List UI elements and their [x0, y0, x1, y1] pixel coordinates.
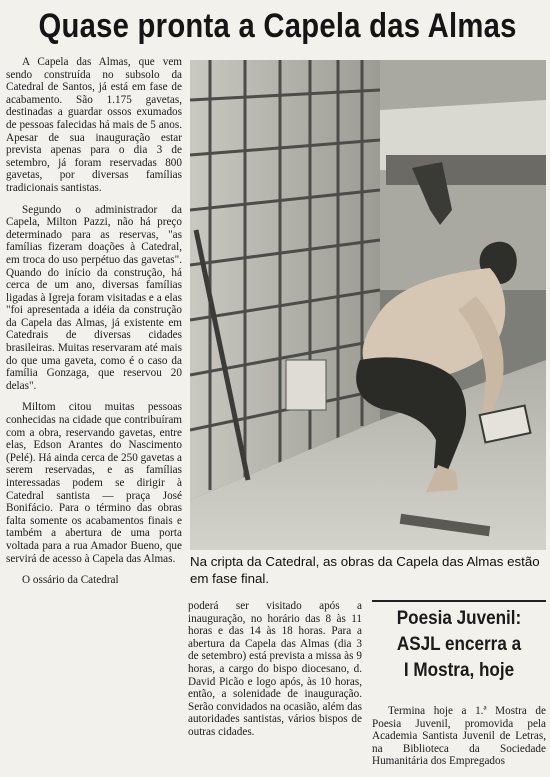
- sidebar-headline-line: Poesia Juvenil:: [396, 608, 522, 629]
- article-headline: Quase pronta a Capela das Almas: [38, 7, 517, 45]
- sidebar-body: [372, 705, 546, 777]
- photo-caption: Na cripta da Catedral, as obras da Capela das Almas estão em fase final.: [190, 554, 540, 586]
- article-paragraph: poderá ser visitado após a inauguração, no horário das 8 às 11 horas e das 14 às 18 horas. Para a abertura da Capela das Almas (dia 3 de setembro) está prevista a missa às 9 horas, a cargo do bispo diocesano, d. David Picão e logo após, às 10 horas, então, a solenidade de inauguração. Serão convidados na ocasião, além das autoridades santistas, vários bispos de outras cidades.: [188, 600, 362, 738]
- sidebar-headline: [381, 606, 538, 684]
- article-paragraph: Miltom citou muitas pessoas conhecidas na cidade que contribuíram com a obra, reservando gavetas, entre elas, Edson Arantes do Nascimento (Pelé). Há ainda cerca de 250 gavetas a serem reservadas, e as famílias interessadas podem se dirigir à Catedral santista — praça José Bonifácio. Para o término das obras falta somente os acabamentos finais e também a abertura de uma porta voltada para a rua Amador Bueno, que servirá de acesso à Capela das Almas.: [6, 401, 182, 565]
- article-paragraph: A Capela das Almas, que vem sendo construída no subsolo da Catedral de Santos, já está em fase de acabamento. São 1.175 gavetas, destinadas a guardar ossos exumados de pessoas falecidas há mais de 5 anos. Apesar de sua inauguração estar prevista apenas para o dia 3 de setembro, já foram reservadas 800 gavetas, por diversas famílias tradicionais santistas.: [6, 56, 182, 194]
- article-paragraph: O ossário da Catedral: [22, 574, 119, 587]
- sidebar-headline-line: ASJL encerra a: [396, 634, 522, 655]
- article-paragraph: Segundo o administrador da Capela, Milton Pazzi, não há preço determinado para as reservas, "as famílias fizeram doações à Catedral, em troca do uso perpétuo das gavetas". Quando do início da construção, há cerca de um ano, diversas famílias ligadas à Igreja foram visitadas e a elas "foi apresentada a idéia da construção da Capela das Almas, já existente em Catedrais de diversas cidades brasileiras. Muitas reservaram até mais do que uma gaveta, como é o caso da família Gonzaga, que reservou 20 delas".: [6, 203, 182, 392]
- sidebar-headline-line: I Mostra, hoje: [403, 660, 515, 681]
- construction-photo: [190, 60, 546, 550]
- sidebar-paragraph: Termina hoje a 1.ª Mostra de Poesia Juvenil, promovida pela Academia Santista Juvenil de Letras, na Biblioteca da Sociedade Humanitária dos Empregados: [372, 705, 546, 768]
- article-column-1: [6, 56, 182, 774]
- sidebar-rule: [372, 600, 546, 602]
- article-column-2: [188, 600, 362, 776]
